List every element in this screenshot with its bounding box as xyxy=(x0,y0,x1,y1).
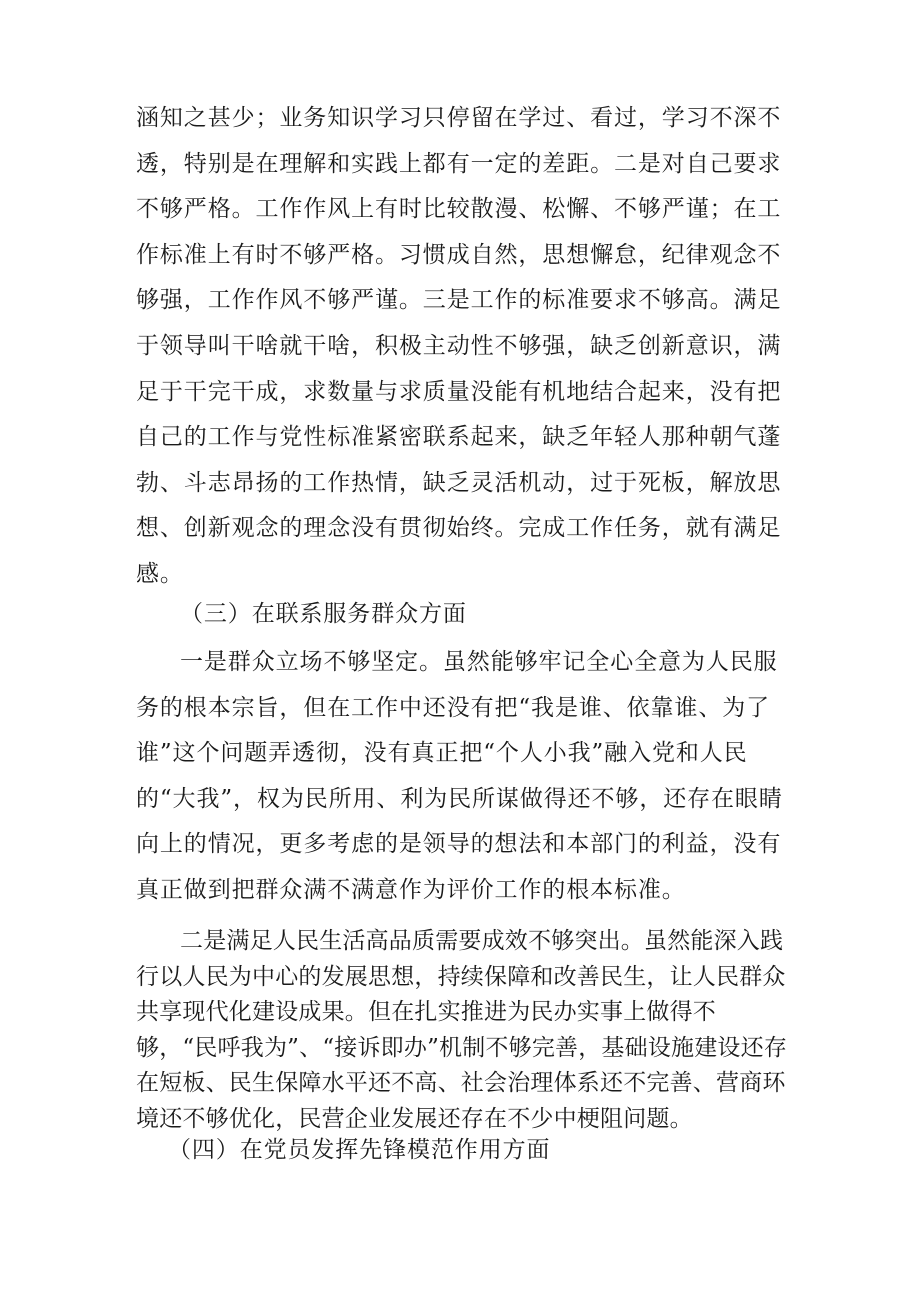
section-3-paragraph-1: 一是群众立场不够坚定。虽然能够牢记全心全意为人民服务的根本宗旨，但在工作中还没有把“我是谁、依靠谁、为了谁”这个问题弄透彻，没有真正把“个人小我”融入党和人民的“大我”，权为民所用、利为民所谋做得还不够，还存在眼睛向上的情况，更多考虑的是领导的想法和本部门的利益，没有真正做到把群众满不满意作为评价工作的根本标准。 xyxy=(136,649,783,903)
section-heading-3: （三）在联系服务群众方面 xyxy=(180,601,467,627)
section-3-paragraph-2: 二是满足人民生活高品质需要成效不够突出。虽然能深入践行以人民为中心的发展思想，持续保障和改善民生，让人民群众共享现代化建设成果。但在扎实推进为民办实事上做得不够，“民呼我为”、“接诉即办”机制不够完善，基础设施建设还存在短板、民生保障水平还不高、社会治理体系还不完善、营商环境还不够优化，民营企业发展还存在不少中梗阻问题。 xyxy=(136,928,788,1132)
paragraph-continued: 涵知之甚少；业务知识学习只停留在学过、看过，学习不深不透，特别是在理解和实践上都有一定的差距。二是对自己要求不够严格。工作作风上有时比较散漫、松懈、不够严谨；在工作标准上有时不够严格。习惯成自然，思想懈怠，纪律观念不够强，工作作风不够严谨。三是工作的标准要求不够高。满足于领导叫干啥就干啥，积极主动性不够强，缺乏创新意识，满足于干完干成，求数量与求质量没能有机地结合起来，没有把自己的工作与党性标准紧密联系起来，缺乏年轻人那种朝气蓬勃、斗志昂扬的工作热情，缺乏灵活机动，过于死板，解放思想、创新观念的理念没有贯彻始终。完成工作任务，就有满足感。 xyxy=(136,105,782,587)
section-heading-4: （四）在党员发挥先锋模范作用方面 xyxy=(168,1137,551,1163)
